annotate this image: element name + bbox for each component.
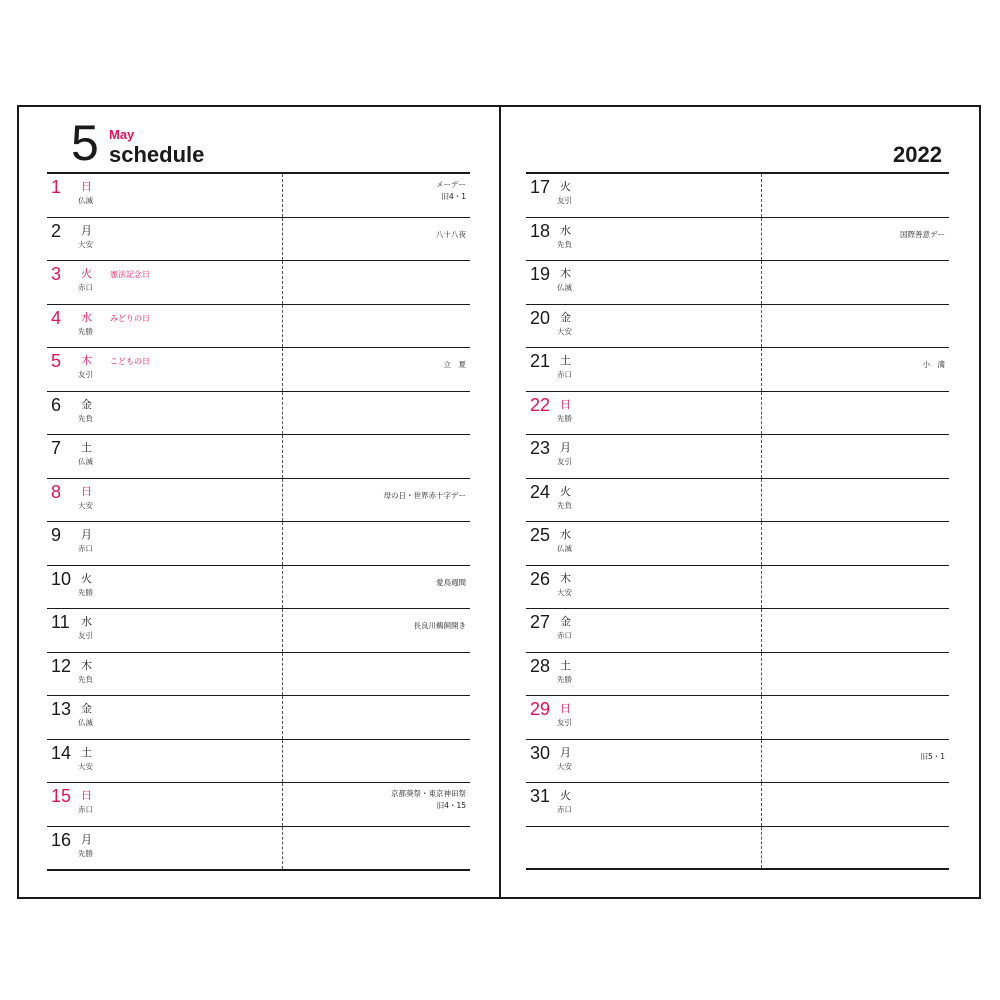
day-row[interactable] (526, 522, 949, 566)
day-number: 23 (530, 438, 551, 458)
event-text: 旧4・15 (436, 801, 466, 810)
day-row[interactable] (526, 174, 949, 218)
holiday-label: 憲法記念日 (110, 270, 150, 279)
rokuyo-label: 先勝 (78, 326, 93, 336)
event-text: 旧5・1 (920, 751, 945, 761)
day-number: 1 (51, 177, 62, 197)
day-number: 22 (530, 394, 551, 415)
day-number: 25 (530, 525, 551, 545)
day-number: 10 (51, 568, 72, 589)
page-title: schedule (109, 142, 205, 167)
day-row[interactable] (526, 566, 949, 610)
day-number: 11 (51, 612, 70, 632)
dashed-divider (282, 392, 283, 435)
weekday-label: 火 (81, 571, 92, 585)
dashed-divider (282, 827, 283, 870)
day-number: 15 (51, 786, 72, 806)
weekday-label: 土 (81, 441, 92, 454)
rokuyo-label: 仏滅 (78, 457, 93, 466)
dashed-divider (761, 522, 762, 565)
rokuyo-label: 大安 (557, 326, 572, 336)
dashed-divider (282, 740, 283, 783)
day-row[interactable] (526, 348, 949, 392)
page-spine (499, 107, 501, 897)
weekday-label: 金 (81, 702, 92, 715)
day-row[interactable] (526, 740, 949, 784)
dashed-divider (282, 261, 283, 304)
day-row[interactable] (47, 348, 470, 392)
day-number: 13 (51, 699, 72, 719)
year-label: 2022 (893, 142, 942, 167)
dashed-divider (761, 174, 762, 217)
day-row[interactable] (47, 609, 470, 653)
event-notes (391, 788, 466, 812)
day-row[interactable] (526, 261, 949, 305)
rokuyo-label: 友引 (557, 457, 572, 466)
weekday-label: 月 (81, 832, 92, 846)
day-row[interactable] (47, 479, 470, 523)
day-number: 16 (51, 829, 72, 850)
dashed-divider (761, 609, 762, 652)
day-row[interactable] (47, 783, 470, 827)
month-name: May (109, 127, 135, 142)
right-page-days (526, 172, 949, 870)
weekday-label: 水 (81, 615, 92, 628)
event-notes (436, 577, 466, 589)
dashed-divider (761, 783, 762, 826)
day-row[interactable] (47, 305, 470, 349)
weekday-label: 水 (560, 223, 571, 237)
weekday-label: 月 (560, 441, 571, 454)
day-row[interactable] (526, 609, 949, 653)
event-notes (384, 490, 467, 502)
event-text: 立 夏 (443, 360, 466, 369)
event-notes (923, 359, 946, 371)
weekday-label: 火 (560, 180, 571, 193)
dashed-divider (761, 566, 762, 609)
weekday-label: 水 (81, 310, 92, 324)
day-row[interactable] (526, 783, 949, 827)
rokuyo-label: 友引 (78, 370, 93, 379)
weekday-label: 日 (81, 484, 92, 498)
day-row[interactable] (47, 261, 470, 305)
day-number: 29 (530, 699, 551, 719)
day-number: 17 (530, 177, 551, 197)
dashed-divider (761, 218, 762, 261)
event-text: メーデー (436, 180, 466, 189)
day-row[interactable] (47, 696, 470, 740)
day-number: 18 (530, 220, 551, 241)
rokuyo-label: 大安 (78, 761, 93, 771)
day-number: 21 (530, 351, 551, 371)
event-notes (920, 751, 945, 763)
rokuyo-label: 仏滅 (557, 544, 572, 553)
day-number: 7 (51, 438, 62, 458)
day-row[interactable] (47, 392, 470, 436)
weekday-label: 木 (81, 354, 92, 367)
rokuyo-label: 友引 (557, 718, 572, 727)
day-number: 2 (51, 220, 62, 241)
dashed-divider (761, 305, 762, 348)
weekday-label: 火 (81, 267, 92, 280)
weekday-label: 木 (560, 571, 571, 585)
day-number: 31 (530, 786, 551, 806)
day-number: 4 (51, 307, 62, 328)
dashed-divider (282, 653, 283, 696)
rokuyo-label: 仏滅 (78, 718, 93, 727)
weekday-label: 月 (81, 223, 92, 237)
day-number: 5 (51, 351, 62, 371)
weekday-label: 月 (560, 745, 571, 759)
event-notes (436, 229, 466, 241)
day-number: 28 (530, 655, 551, 676)
day-number: 26 (530, 568, 551, 589)
dashed-divider (761, 696, 762, 739)
dashed-divider (282, 566, 283, 609)
day-row[interactable] (47, 435, 470, 479)
day-row[interactable] (526, 218, 949, 262)
rokuyo-label: 赤口 (557, 631, 572, 640)
day-row[interactable] (526, 392, 949, 436)
rokuyo-label: 大安 (557, 587, 572, 597)
day-row[interactable] (47, 218, 470, 262)
rokuyo-label: 仏滅 (78, 196, 93, 205)
dashed-divider (282, 696, 283, 739)
day-number: 12 (51, 655, 72, 676)
rokuyo-label: 先勝 (78, 587, 93, 597)
rokuyo-label: 先勝 (557, 413, 572, 423)
day-row[interactable] (47, 174, 470, 218)
day-row[interactable] (47, 653, 470, 697)
dashed-divider (761, 479, 762, 522)
dashed-divider (761, 261, 762, 304)
dashed-divider (761, 827, 762, 868)
event-text: 国際善意デー (900, 229, 945, 239)
rokuyo-label: 赤口 (557, 805, 572, 814)
dashed-divider (282, 348, 283, 391)
day-row[interactable] (526, 479, 949, 523)
event-text: 旧4・1 (441, 192, 466, 201)
event-notes (414, 620, 467, 632)
weekday-label: 金 (560, 310, 571, 324)
rokuyo-label: 先負 (557, 239, 572, 249)
event-notes (436, 179, 466, 203)
day-number: 30 (530, 742, 551, 763)
holiday-label: こどもの日 (110, 357, 150, 366)
day-number: 19 (530, 264, 551, 284)
month-number: 5 (71, 115, 99, 171)
rokuyo-label: 大安 (557, 761, 572, 771)
rokuyo-label: 仏滅 (557, 283, 572, 292)
day-row[interactable] (47, 522, 470, 566)
day-row[interactable] (47, 566, 470, 610)
dashed-divider (282, 609, 283, 652)
event-text: 長良川鵜飼開き (413, 621, 466, 630)
rokuyo-label: 大安 (78, 500, 93, 510)
dashed-divider (282, 479, 283, 522)
weekday-label: 水 (560, 528, 571, 541)
day-number: 27 (530, 612, 551, 632)
weekday-label: 土 (560, 658, 571, 672)
day-number: 14 (51, 742, 72, 763)
day-number: 24 (530, 481, 551, 502)
dashed-divider (282, 174, 283, 217)
weekday-label: 金 (560, 615, 571, 628)
holiday-label: みどりの日 (110, 313, 150, 323)
event-notes (444, 359, 467, 371)
left-page-days (47, 172, 470, 871)
day-number: 8 (51, 481, 62, 502)
weekday-label: 火 (560, 789, 571, 802)
day-number: 9 (51, 525, 62, 545)
day-number: 3 (51, 264, 62, 284)
rokuyo-label: 赤口 (78, 283, 93, 292)
weekday-label: 土 (81, 745, 92, 759)
event-text: 小 満 (922, 360, 945, 369)
dashed-divider (282, 218, 283, 261)
rokuyo-label: 友引 (78, 631, 93, 640)
dashed-divider (282, 522, 283, 565)
dashed-divider (282, 783, 283, 826)
event-text: 愛鳥週間 (436, 577, 466, 587)
weekday-label: 火 (560, 484, 571, 498)
weekday-label: 月 (81, 528, 92, 541)
rokuyo-label: 先勝 (557, 674, 572, 684)
weekday-label: 木 (560, 267, 571, 280)
rokuyo-label: 先負 (78, 674, 93, 684)
weekday-label: 日 (560, 397, 571, 411)
weekday-label: 木 (81, 658, 92, 672)
dashed-divider (761, 392, 762, 435)
event-text: 母の日・世界赤十字デー (383, 490, 466, 500)
event-text: 八十八夜 (436, 229, 466, 239)
day-row[interactable] (47, 740, 470, 784)
weekday-label: 日 (81, 789, 92, 802)
rokuyo-label: 先勝 (78, 848, 93, 858)
empty-row[interactable] (526, 827, 949, 870)
day-row[interactable] (526, 435, 949, 479)
dashed-divider (761, 348, 762, 391)
rokuyo-label: 先負 (78, 413, 93, 423)
day-number: 6 (51, 394, 62, 415)
weekday-label: 日 (81, 180, 92, 193)
rokuyo-label: 大安 (78, 239, 93, 249)
event-notes (900, 229, 945, 241)
day-number: 20 (530, 307, 551, 328)
dashed-divider (761, 740, 762, 783)
rokuyo-label: 赤口 (557, 370, 572, 379)
weekday-label: 土 (560, 354, 571, 367)
day-row[interactable] (526, 305, 949, 349)
dashed-divider (282, 305, 283, 348)
event-text: 京都葵祭・東京神田祭 (391, 789, 466, 798)
dashed-divider (282, 435, 283, 478)
dashed-divider (761, 435, 762, 478)
rokuyo-label: 赤口 (78, 805, 93, 814)
day-row[interactable] (526, 653, 949, 697)
weekday-label: 日 (560, 702, 571, 715)
weekday-label: 金 (81, 397, 92, 411)
rokuyo-label: 友引 (557, 196, 572, 205)
rokuyo-label: 赤口 (78, 544, 93, 553)
rokuyo-label: 先負 (557, 500, 572, 510)
dashed-divider (761, 653, 762, 696)
day-row[interactable] (526, 696, 949, 740)
day-row[interactable] (47, 827, 470, 872)
